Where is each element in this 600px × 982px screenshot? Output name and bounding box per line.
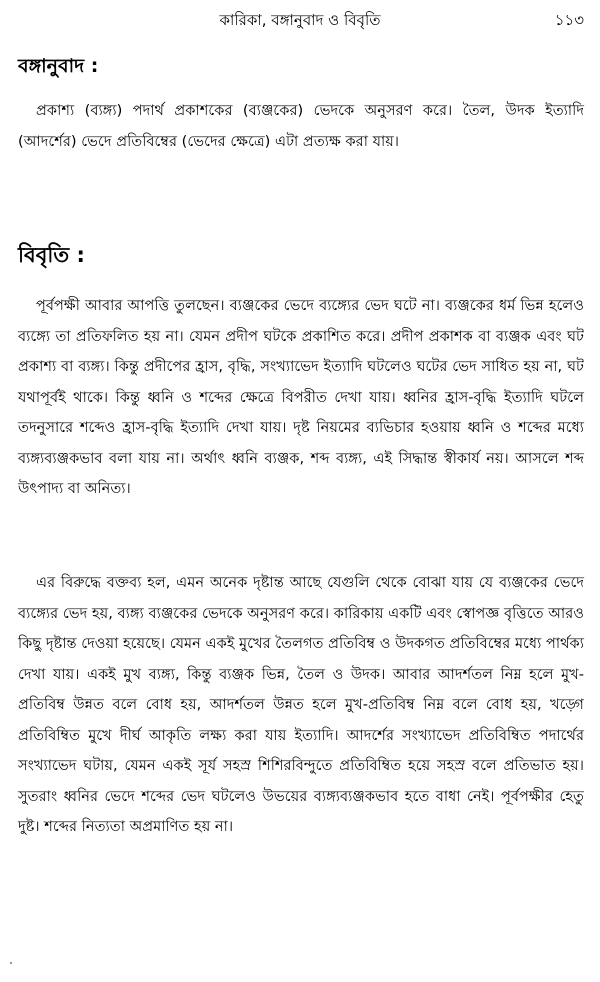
explanation-heading: বিবৃতি :	[18, 243, 85, 267]
translation-paragraph: প্রকাশ্য (ব্যঙ্গ্য) পদার্থ প্রকাশকের (ব্যঞ্জকের) ভেদকে অনুসরণ করে। তৈল, উদক ইত্যাদি (আদর্শের) ভেদে প্রতিবিম্বের (ভেদের ক্ষেত্রে) এটা প্রত্যক্ষ করা যায়।	[18, 102, 584, 150]
page-number: ১১৩	[554, 11, 584, 29]
explanation-paragraph-1: পূর্বপক্ষী আবার আপত্তি তুলছেন। ব্যঞ্জকের ভেদে ব্যঙ্গ্যের ভেদ ঘটে না। ব্যঞ্জকের ধর্ম ভিন্ন হলেও ব্যঙ্গ্যে তা প্রতিফলিত হয় না। যেমন প্রদীপ ঘটকে প্রকাশিত করে। প্রদীপ প্রকাশক বা ব্যঞ্জক এবং ঘট প্রকাশ্য বা ব্যঙ্গ্য। কিন্তু প্রদীপের হ্রাস, বৃদ্ধি, সংখ্যাভেদ ইত্যাদি ঘটলেও ঘটের ভেদ সাধিত হয় না, ঘট যথাপূর্বই থাকে। কিন্তু ধ্বনি ও শব্দের ক্ষেত্রে বিপরীত দেখা যায়। ধ্বনির হ্রাস-বৃদ্ধি ইত্যাদি ঘটলে তদনুসারে শব্দেও হ্রাস-বৃদ্ধি ইত্যাদি দেখা যায়। দৃষ্ট নিয়মের ব্যভিচার হওয়ায় ধ্বনি ও শব্দের মধ্যে ব্যঙ্গ্যব্যঞ্জকভাব বলা যায় না। অর্থাৎ ধ্বনি ব্যঞ্জক, শব্দ ব্যঙ্গ্য, এই সিদ্ধান্ত স্বীকার্য নয়। আসলে শব্দ উৎপাদ্য বা অনিত্য।	[18, 297, 584, 497]
print-speck	[10, 962, 12, 964]
translation-heading: বঙ্গানুবাদ :	[18, 55, 99, 77]
explanation-paragraph-2: এর বিরুদ্ধে বক্তব্য হল, এমন অনেক দৃষ্টান্ত আছে যেগুলি থেকে বোঝা যায় যে ব্যঞ্জকের ভেদে ব্যঙ্গ্যের ভেদ হয়, ব্যঙ্গ্য ব্যঞ্জকের ভেদকে অনুসরণ করে। কারিকায় একটি এবং স্বোপজ্ঞ বৃত্তিতে আরও কিছু দৃষ্টান্ত দেওয়া হয়েছে। যেমন একই মুখের তৈলগত প্রতিবিম্ব ও উদকগত প্রতিবিম্বের মধ্যে পার্থক্য দেখা যায়। একই মুখ ব্যঙ্গ্য, কিন্তু ব্যঞ্জক ভিন্ন, তৈল ও উদক। আবার আদর্শতল নিম্ন হলে মুখ-প্রতিবিম্ব উন্নত বলে বোধ হয়, আদর্শতল উন্নত হলে মুখ-প্রতিবিম্ব নিম্ন বলে বোধ হয়, খড়্গে প্রতিবিম্বিত মুখে দীর্ঘ আকৃতি লক্ষ্য করা যায় ইত্যাদি। আদর্শের সংখ্যাভেদ প্রতিবিম্বিত পদার্থের সংখ্যাভেদ ঘটায়, যেমন একই সূর্য সহস্র শিশিরবিন্দুতে প্রতিবিম্বিত হয়ে সহস্র বলে প্রতিভাত হয়। সুতরাং ধ্বনির ভেদে শব্দের ভেদ ঘটলেও উভয়ের ব্যঙ্গ্যব্যঞ্জকভাব হতে বাধা নেই। পূর্বপক্ষীর হেতু দুষ্ট। শব্দের নিত্যতা অপ্রমাণিত হয় না।	[18, 574, 584, 835]
running-head-title: কারিকা, বঙ্গানুবাদ ও বিবৃতি	[219, 11, 381, 29]
running-head	[0, 8, 600, 32]
